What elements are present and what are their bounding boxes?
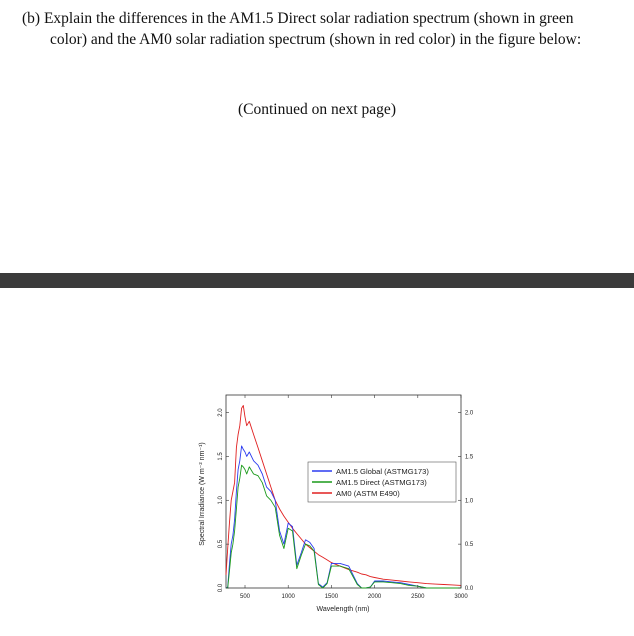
x-tick-label-0: 500 <box>239 594 251 600</box>
x-tick-label-1: 1000 <box>281 594 295 600</box>
legend-label-2: AM0 (ASTM E490) <box>336 488 400 498</box>
y-axis-title: Spectral Irradiance (W m⁻² nm⁻¹) <box>199 442 206 546</box>
y-tick-label-right-4: 2.0 <box>464 410 474 417</box>
y-tick-label-right-1: 0.5 <box>464 542 474 549</box>
x-tick-label-3: 2000 <box>367 594 382 600</box>
x-tick-label-5: 3000 <box>454 594 468 600</box>
question-line-1: (b) Explain the differences in the AM1.5 Direct solar radiation spectrum (shown in green <box>22 10 574 27</box>
y-tick-label-right-0: 0.0 <box>464 586 474 592</box>
x-axis-title: Wavelength (nm) <box>316 606 370 613</box>
y-tick-label-1: 0.5 <box>218 539 224 549</box>
x-tick-label-4: 2500 <box>411 594 425 600</box>
y-tick-label-4: 2.0 <box>218 408 224 417</box>
y-tick-label-0: 0.0 <box>218 583 224 593</box>
question-line-2: color) and the AM0 solar radiation spectrum (shown in red color) in the figure below: <box>50 31 582 48</box>
x-tick-label-2: 1500 <box>324 594 339 600</box>
y-tick-label-3: 1.5 <box>218 452 224 461</box>
y-tick-label-right-3: 1.5 <box>464 454 474 461</box>
legend-label-1: AM1.5 Direct (ASTMG173) <box>336 477 427 487</box>
y-tick-label-2: 1.0 <box>218 496 224 505</box>
y-tick-label-right-2: 1.0 <box>464 498 474 505</box>
legend-label-0: AM1.5 Global (ASTMG173) <box>336 466 429 476</box>
continued-note: (Continued on next page) <box>238 101 396 118</box>
chart-legend <box>308 462 456 502</box>
